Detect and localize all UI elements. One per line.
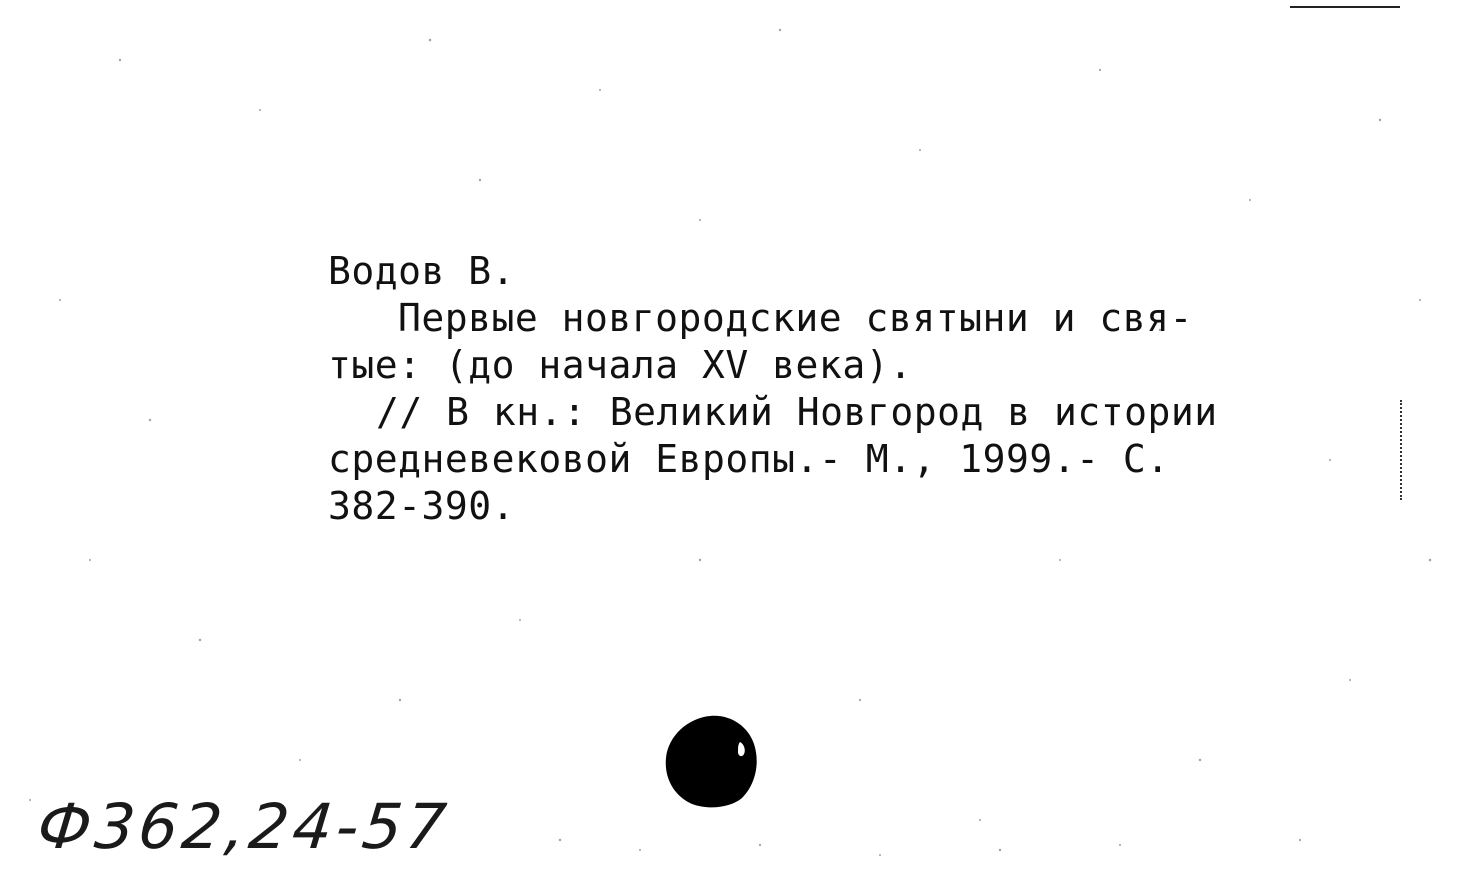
author-line: Водов В. [328,249,516,293]
source-line-3: 382-390. [328,484,516,528]
card-right-edge [1400,400,1404,500]
catalog-entry-text [328,248,1288,530]
shelfmark-handwritten: Ф362,24-57 [34,790,454,863]
source-line-1: // В кн.: Великий Новгород в истории [376,390,1218,434]
source-line-2: средневековой Европы.- М., 1999.- С. [328,437,1170,481]
title-line-2: тые: (до начала XV века). [328,343,913,387]
title-line-1: Первые новгородские святыни и свя- [398,296,1193,340]
catalog-card-hole-icon [660,712,760,810]
card-top-edge [1290,6,1400,10]
